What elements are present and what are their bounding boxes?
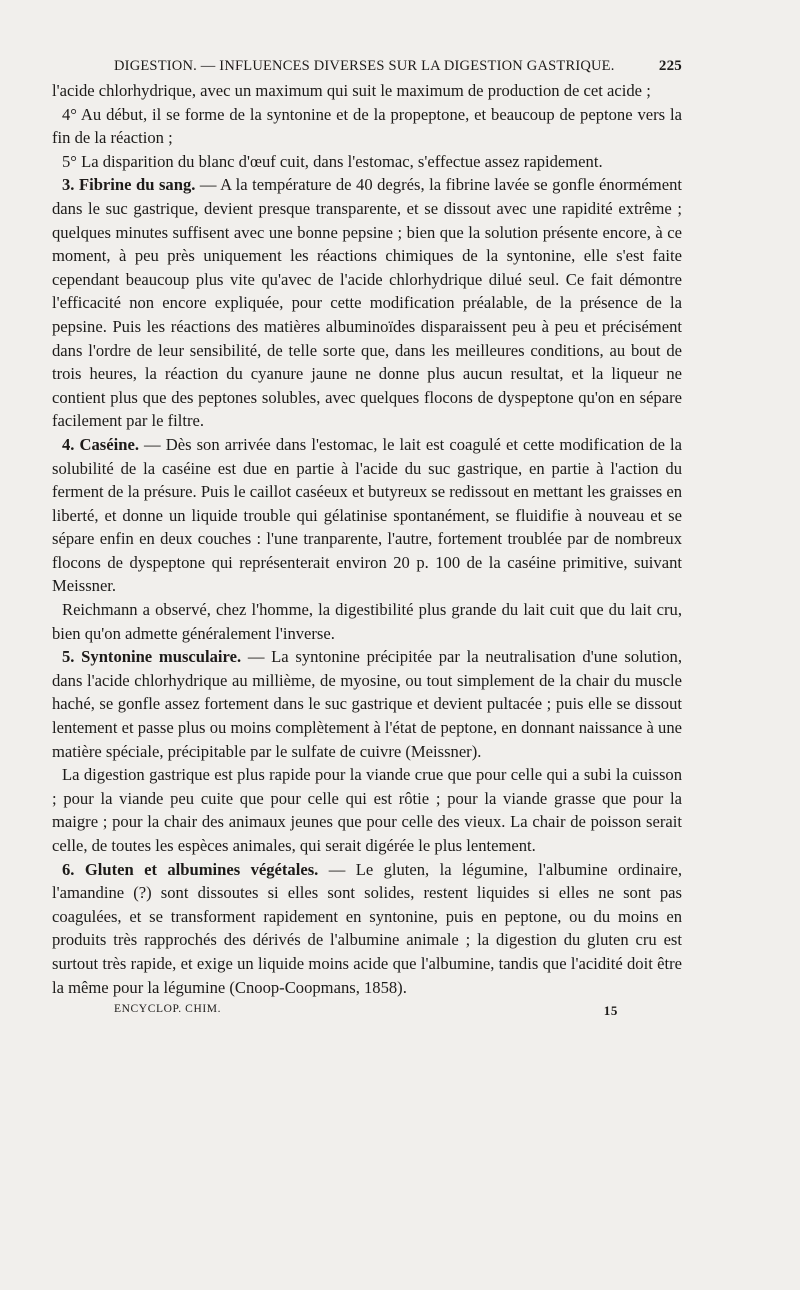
paragraph-section-heading: 6. Gluten et albumines végétales. — Le gluten, la légumine, l'albumine ordinaire, l'amandine (?) sont dissoutes si elles sont solides, restent liquides si elles ne sont pas coagulées, et se transforment rapidement en syntonine, puis en peptone, ou du moins en produits très rapprochés des dérivés de l'albumine animale ; la digestion du gluten cru est surtout très rapide, et exige un liquide moins acide que l'albumine, tandis que l'acidité doit être la même pour la légumine (Cnoop-Coopmans, 1858).	[52, 859, 682, 997]
paragraph: La digestion gastrique est plus rapide pour la viande crue que pour celle qui a subi la cuisson ; pour la viande peu cuite que pour celle qui est rôtie ; pour la viande grasse que pour la maigre ; pour la chair des animaux jeunes que pour celle des vieux. La chair de poisson serait celle, de toutes les espèces animales, qui serait digérée le plus lentement.	[52, 765, 682, 855]
footer-sheet-number: 15	[603, 1003, 618, 1019]
paragraph: 4° Au début, il se forme de la syntonine et de la propeptone, et beaucoup de peptone vers la fin de la réaction ;	[52, 104, 682, 148]
footer-signature: ENCYCLOP. CHIM.	[114, 1003, 222, 1016]
page-footer	[114, 1003, 618, 1019]
running-title: DIGESTION. — INFLUENCES DIVERSES SUR LA DIGESTION GASTRIQUE.	[114, 58, 615, 74]
section-heading: 6. Gluten et albumines végétales.	[62, 859, 319, 879]
paragraph: Reichmann a observé, chez l'homme, la digestibilité plus grande du lait cuit que du lait cru, bien qu'on admette généralement l'inverse.	[52, 600, 682, 643]
page-number: 225	[658, 58, 682, 74]
paragraph-section-heading: 5. Syntonine musculaire. — La syntonine précipitée par la neutralisation d'une solution, dans l'acide chlorhydrique au millième, de myosine, ou tout simplement de la chair du muscle haché, se gonfle assez fortement dans le suc gastrique et devient pultacée ; puis elle se dissout lentement et passe plus ou moins complètement à l'état de peptone, en donnant naissance à une matière spéciale, précipitable par le sulfate de cuivre (Meissner).	[52, 647, 682, 761]
section-heading: 3. Fibrine du sang.	[62, 175, 196, 195]
section-heading: 5. Syntonine musculaire.	[62, 647, 242, 667]
running-header	[114, 58, 682, 75]
paragraph-section-heading: 3. Fibrine du sang. — A la température de 40 degrés, la fibrine lavée se gonfle énormément dans le suc gastrique, devient presque transparente, et se dissout avec une rapidité extrême ; quelques minutes suffisent avec une bonne pepsine ; bien que la solution présente encore, à ce moment, à peu près uniquement les réactions chimiques de la syntonine, elle s'est faite cependant beaucoup plus vite qu'avec de l'acide chlorhydrique dilué seul. Ce fait démontre l'efficacité non encore expliquée, pour cette modification préalable, de la présence de la pepsine. Puis les réactions des matières albuminoïdes disparaissent peu à peu et précisément dans l'ordre de leur sensibilité, de telle sorte que, dans les meilleures conditions, au bout de trois heures, la réaction du cyanure jaune ne donne plus aucun resultat, et la liqueur ne contient plus que des peptones solubles, avec quelques flocons de dyspeptone qu'on en sépare facilement par le filtre.	[52, 175, 682, 431]
paragraph-section-heading: 4. Caséine. — Dès son arrivée dans l'estomac, le lait est coagulé et cette modification de la solubilité de la caséine est due en partie à l'acide du suc gastrique, en partie à l'action du ferment de la présure. Puis le caillot caséeux et butyreux se redissout en mettant les graisses en liberté, et donne un liquide trouble qui gélatinise spontanément, se fluidifie à nouveau et se sépare enfin en deux couches : l'une tranparente, l'autre, fortement troublée par de nombreux flocons de dyspeptone qui représenterait environ 20 p. 100 de la caséine primitive, suivant Meissner.	[52, 434, 682, 596]
paragraph: 5° La disparition du blanc d'œuf cuit, dans l'estomac, s'effectue assez rapidement.	[62, 151, 603, 171]
paragraph: l'acide chlorhydrique, avec un maximum qui suit le maximum de production de cet acide ;	[52, 81, 651, 100]
body-text	[52, 79, 682, 999]
section-heading: 4. Caséine.	[62, 434, 139, 454]
